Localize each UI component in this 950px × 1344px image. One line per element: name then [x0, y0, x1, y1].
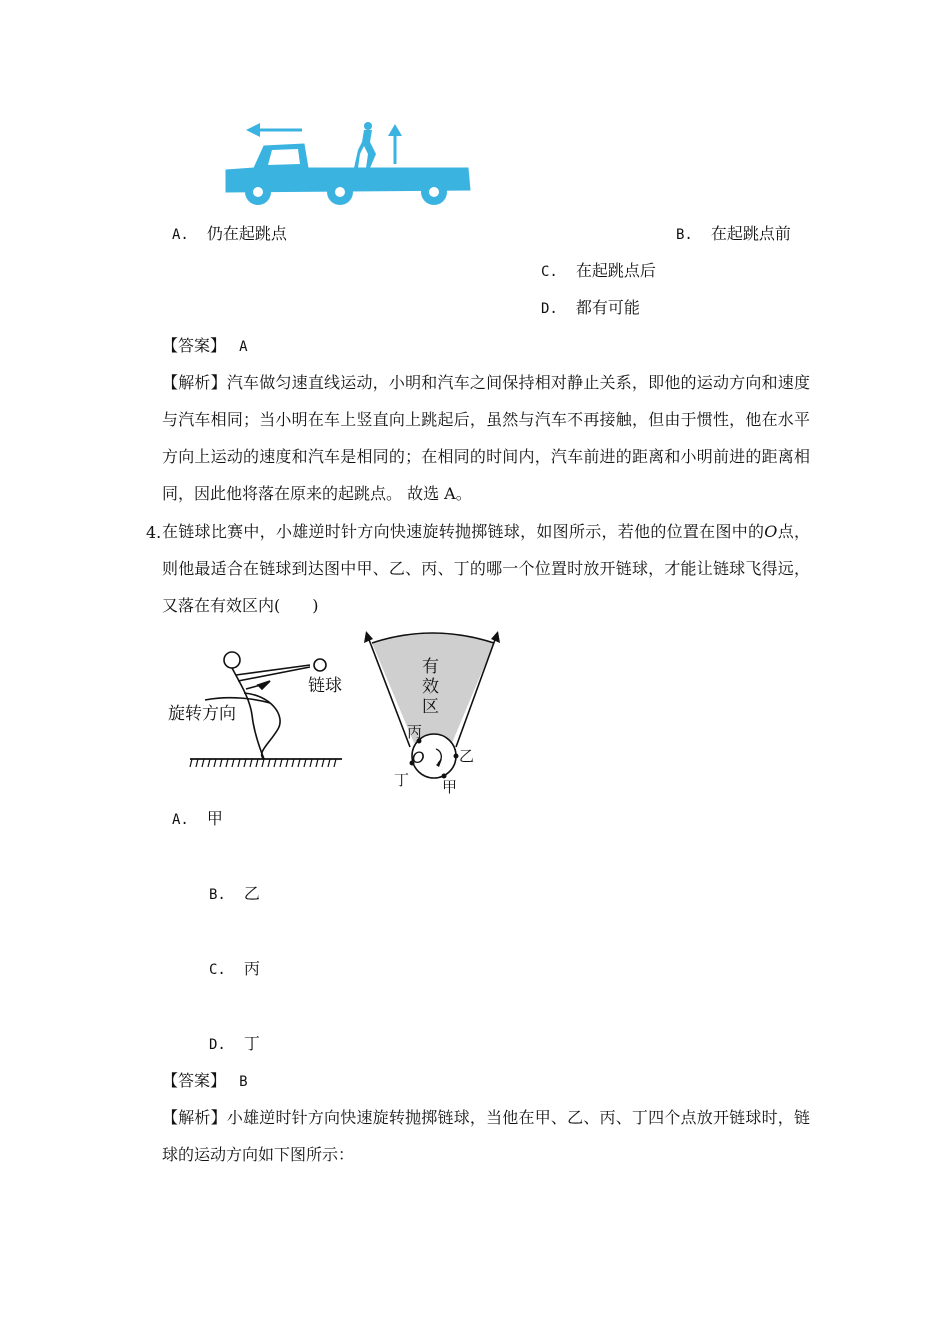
zone-char-1: 有 — [422, 657, 439, 677]
hammer-throw-figure — [160, 625, 510, 797]
option-a — [172, 224, 287, 245]
option-d — [541, 298, 640, 319]
q4-stem-part1: 在链球比赛中，小雄逆时针方向快速旋转抛掷链球，如图所示，若他的位置在图中的 — [162, 522, 765, 541]
q4-option-b — [209, 884, 260, 905]
q4-analysis-tag: 【解析】 — [162, 1108, 227, 1127]
q4-analysis-text: 小雄逆时针方向快速旋转抛掷链球，当他在甲、乙、丙、丁四个点放开链球时，链球的运动方向如下图所示： — [162, 1108, 810, 1164]
q4-number: 4. — [146, 523, 162, 542]
option-d-label: D. — [541, 301, 558, 317]
option-c-text: 在起跳点后 — [575, 261, 656, 280]
q3-analysis — [162, 364, 810, 512]
q4-analysis — [162, 1099, 810, 1173]
ball-label: 链球 — [308, 676, 342, 696]
option-a-label: A. — [172, 227, 189, 243]
option-c — [541, 261, 656, 282]
option-b-label: B. — [676, 227, 693, 243]
option-d-text: 都有可能 — [575, 298, 640, 317]
q4-option-a — [172, 809, 223, 830]
rotation-label: 旋转方向 — [168, 704, 236, 724]
q4-option-d-label: D. — [209, 1037, 226, 1053]
point-yi: 乙 — [459, 747, 475, 765]
option-b-text: 在起跳点前 — [710, 224, 791, 243]
q4-answer — [162, 1071, 248, 1092]
q3-answer-tag: 【答案】 — [162, 336, 227, 355]
q4-option-b-label: B. — [209, 887, 226, 903]
q4-option-d-text: 丁 — [243, 1034, 260, 1053]
q4-option-b-text: 乙 — [243, 884, 260, 903]
q3-analysis-tag: 【解析】 — [162, 373, 227, 392]
q4-option-a-text: 甲 — [206, 809, 223, 828]
q4-stem — [162, 513, 810, 624]
q4-option-c — [209, 959, 260, 980]
point-jia: 甲 — [442, 778, 458, 796]
q4-stem-o: O — [764, 522, 778, 541]
q4-stem-part2: 点，则他最适合在链球到达图中甲、乙、丙、丁的哪一个位置时放开链球，才能让链球飞得远，又落在有效区内( ) — [162, 522, 810, 615]
q4-option-c-text: 丙 — [243, 959, 260, 978]
option-a-text: 仍在起跳点 — [206, 224, 287, 243]
q4-option-d — [209, 1034, 260, 1055]
option-c-label: C. — [541, 264, 558, 280]
q4-option-a-label: A. — [172, 812, 189, 828]
q3-analysis-text: 汽车做匀速直线运动，小明和汽车之间保持相对静止关系，即他的运动方向和速度与汽车相同；当小明在车上竖直向上跳起后，虽然与汽车不再接触，但由于惯性，他在水平方向上运动的速度和汽车是相同的；在相同的时间内，汽车前进的距离和小明前进的距离相同，因此他将落在原来的起跳点。 故选 A。 — [162, 373, 810, 503]
zone-char-3: 区 — [422, 697, 439, 717]
truck-figure — [218, 110, 474, 212]
q4-answer-value: B — [239, 1074, 248, 1090]
point-bing: 丙 — [407, 723, 423, 741]
option-b — [676, 224, 791, 245]
q4-option-c-label: C. — [209, 962, 226, 978]
q3-answer-value: A — [239, 339, 248, 355]
zone-char-2: 效 — [422, 677, 439, 697]
point-ding: 丁 — [394, 771, 410, 789]
q4-answer-tag: 【答案】 — [162, 1071, 227, 1090]
q3-answer — [162, 336, 248, 357]
center-label: O — [412, 748, 425, 767]
